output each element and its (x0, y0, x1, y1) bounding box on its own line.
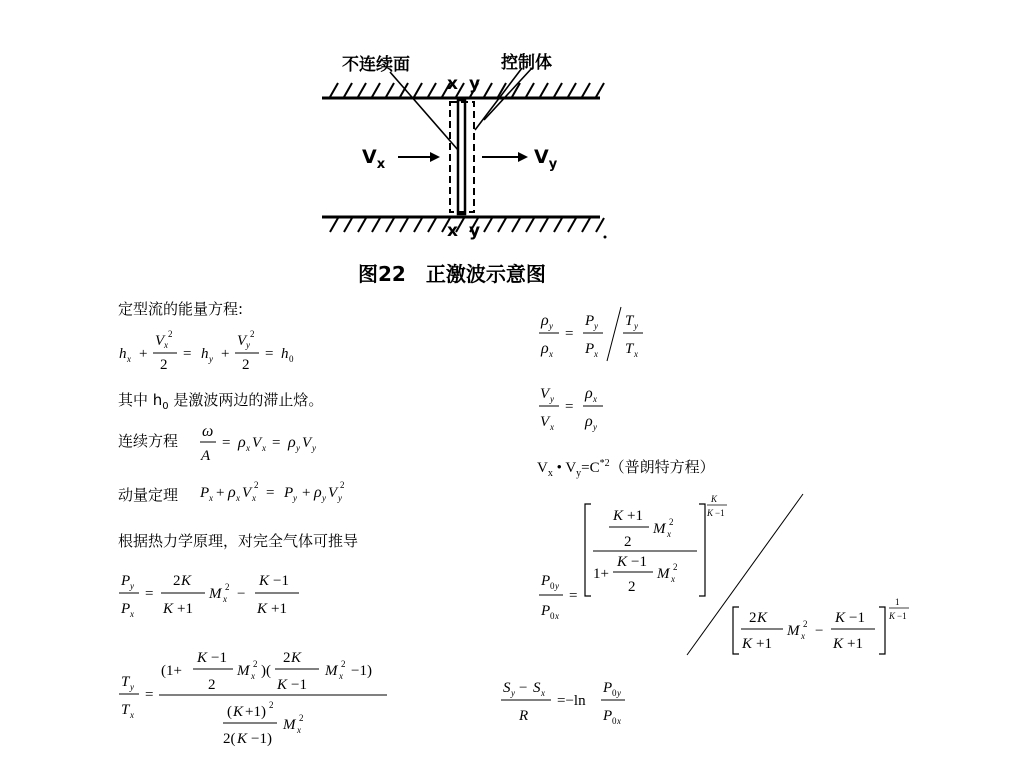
hatch-mark (568, 83, 576, 97)
svg-text:2: 2 (628, 579, 636, 595)
svg-text:−1: −1 (631, 554, 647, 570)
svg-text:x: x (801, 631, 805, 641)
svg-text:0: 0 (289, 354, 294, 364)
continuity-equation (196, 418, 346, 468)
svg-text:2: 2 (160, 357, 168, 373)
svg-text:K: K (259, 573, 270, 589)
svg-text:2: 2 (250, 329, 255, 339)
svg-text:K: K (613, 508, 624, 524)
svg-text:K: K (291, 650, 302, 666)
svg-text:P: P (200, 485, 210, 501)
svg-text:2: 2 (299, 713, 304, 723)
svg-text:x: x (555, 611, 559, 621)
svg-text:K: K (617, 554, 628, 570)
svg-text:h: h (201, 346, 209, 362)
hatch-mark (372, 218, 380, 232)
svg-text:M: M (657, 566, 670, 582)
svg-text:0: 0 (550, 581, 555, 591)
svg-text:P: P (585, 341, 595, 357)
svg-text:y: y (296, 443, 300, 453)
top-wall-hatching (330, 83, 604, 97)
svg-text:P: P (603, 708, 613, 724)
svg-text:ρ: ρ (541, 340, 549, 357)
velocity-ratio-equation (535, 378, 625, 438)
svg-text:x: x (671, 574, 675, 584)
svg-text:+1: +1 (847, 636, 863, 652)
svg-text:T: T (121, 702, 130, 718)
svg-text:P: P (585, 313, 595, 329)
svg-text:−1): −1) (351, 663, 372, 679)
svg-text:K: K (237, 731, 248, 747)
svg-text:−: − (815, 623, 824, 639)
velocity-x-label: $V_x$ (362, 146, 386, 172)
svg-text:2: 2 (624, 534, 632, 550)
svg-text:−1: −1 (291, 677, 307, 693)
svg-text:−1: −1 (273, 573, 289, 589)
svg-text:−1: −1 (897, 611, 907, 621)
svg-text:1: 1 (895, 597, 900, 607)
svg-text:K: K (757, 610, 768, 626)
svg-text:x: x (262, 443, 266, 453)
svg-text:=−ln: =−ln (557, 693, 586, 709)
entropy-change-equation (497, 672, 657, 732)
svg-text:ρ: ρ (238, 434, 246, 451)
svg-text:x: x (223, 594, 227, 604)
svg-text:x: x (593, 394, 597, 404)
hatch-mark (512, 218, 520, 232)
svg-text:+: + (216, 485, 225, 501)
svg-text:x: x (236, 493, 240, 503)
svg-text:V: V (155, 333, 165, 349)
svg-text:2: 2 (225, 582, 230, 592)
svg-text:=: = (145, 586, 154, 602)
svg-text:y: y (617, 688, 621, 698)
svg-text:V: V (540, 414, 550, 430)
svg-text:y: y (549, 321, 553, 331)
svg-text:2: 2 (803, 619, 808, 629)
hatch-mark (400, 218, 408, 232)
svg-text:M: M (237, 663, 250, 679)
hatch-mark (428, 218, 436, 232)
svg-text:−1: −1 (715, 508, 725, 518)
svg-text:y: y (209, 354, 213, 364)
svg-text:1+: 1+ (593, 566, 609, 582)
density-ratio-equation (535, 303, 655, 365)
hatch-mark (386, 218, 394, 232)
svg-text:V: V (237, 333, 247, 349)
svg-text:ρ: ρ (585, 413, 593, 430)
svg-text:K: K (835, 610, 846, 626)
hatch-mark (582, 218, 590, 232)
hatch-mark (330, 218, 338, 232)
pressure-ratio-equation (115, 565, 315, 625)
svg-text:ρ: ρ (314, 484, 322, 501)
svg-text:y: y (550, 394, 554, 404)
svg-text:S: S (503, 680, 511, 696)
svg-text:y: y (130, 682, 134, 692)
svg-text:x: x (130, 710, 134, 720)
svg-text:=: = (266, 485, 275, 501)
dot-mark (604, 236, 607, 239)
svg-text:V: V (252, 435, 262, 451)
hatch-mark (414, 83, 422, 97)
svg-text:+: + (221, 346, 230, 362)
svg-text:M: M (283, 717, 296, 733)
svg-text:M: M (209, 586, 222, 602)
svg-text:V: V (328, 485, 338, 501)
svg-text:=: = (145, 687, 154, 703)
svg-text:+1: +1 (177, 601, 193, 617)
svg-text:=: = (183, 346, 192, 362)
stagnation-enthalpy-note: 其中 $h_0$ 是激波两边的滞止焓。 (118, 391, 324, 412)
velocity-y-label: $V_y$ (534, 146, 558, 172)
section-y-top-label: y (469, 74, 481, 94)
svg-text:+: + (302, 485, 311, 501)
svg-text:M: M (653, 521, 666, 537)
svg-text:2: 2 (254, 480, 259, 490)
svg-text:2: 2 (242, 357, 250, 373)
svg-text:=: = (565, 399, 574, 415)
svg-text:)(: )( (261, 663, 271, 679)
hatch-mark (428, 83, 436, 97)
svg-text:R: R (519, 708, 529, 724)
svg-text:K: K (711, 494, 718, 504)
svg-text:2: 2 (669, 517, 674, 527)
energy-equation (115, 325, 315, 373)
svg-text:ρ: ρ (288, 434, 296, 451)
outgoing-arrowhead (518, 152, 528, 162)
svg-text:V: V (242, 485, 252, 501)
hatch-mark (596, 218, 604, 232)
svg-text:+: + (139, 346, 148, 362)
svg-text:=: = (565, 326, 574, 342)
hatch-mark (540, 218, 548, 232)
svg-text:T: T (121, 674, 130, 690)
svg-text:y: y (594, 321, 598, 331)
hatch-mark (330, 83, 338, 97)
svg-text:−: − (237, 586, 246, 602)
svg-text:−1): −1) (251, 731, 272, 747)
svg-text:K: K (233, 704, 244, 720)
svg-text:K: K (163, 601, 174, 617)
figure-caption: 图22 正激波示意图 (358, 262, 546, 286)
svg-text:y: y (246, 340, 250, 350)
svg-text:x: x (550, 422, 554, 432)
svg-text:x: x (617, 716, 621, 726)
hatch-mark (344, 218, 352, 232)
svg-text:2: 2 (253, 659, 258, 669)
svg-text:2(: 2( (223, 731, 236, 747)
svg-text:2: 2 (208, 677, 216, 693)
svg-text:+1): +1) (245, 704, 266, 720)
svg-text:x: x (297, 725, 301, 735)
hatch-mark (568, 218, 576, 232)
svg-text:=: = (222, 435, 231, 451)
svg-text:ρ: ρ (585, 385, 593, 402)
svg-text:y: y (293, 493, 297, 503)
svg-text:P: P (541, 573, 551, 589)
svg-text:2: 2 (340, 480, 345, 490)
hatch-mark (582, 83, 590, 97)
temperature-ratio-equation (115, 645, 405, 750)
svg-text:x: x (339, 671, 343, 681)
svg-text:0: 0 (612, 688, 617, 698)
svg-text:A: A (201, 448, 211, 464)
section-x-top-label: x (447, 74, 458, 94)
hatch-mark (358, 83, 366, 97)
svg-text:P: P (121, 573, 131, 589)
hatch-mark (414, 218, 422, 232)
svg-text:y: y (593, 422, 597, 432)
svg-text:K: K (197, 650, 208, 666)
continuity-label: 连续方程 (118, 432, 179, 450)
svg-text:h: h (119, 346, 127, 362)
bottom-wall-hatching (330, 218, 604, 232)
section-y-bottom-label: y (469, 221, 481, 241)
svg-text:(: ( (227, 704, 232, 720)
svg-text:M: M (787, 623, 800, 639)
svg-text:T: T (625, 313, 634, 329)
svg-text:−: − (519, 680, 528, 696)
svg-text:x: x (541, 688, 545, 698)
momentum-label: 动量定理 (118, 486, 179, 504)
svg-text:y: y (555, 581, 559, 591)
svg-text:K: K (742, 636, 753, 652)
svg-text:x: x (209, 493, 213, 503)
svg-text:K: K (833, 636, 844, 652)
hatch-mark (484, 218, 492, 232)
svg-text:2: 2 (673, 562, 678, 572)
svg-text:(1+: (1+ (161, 663, 182, 679)
svg-text:x: x (667, 529, 671, 539)
svg-text:ω: ω (202, 423, 214, 440)
svg-text:2: 2 (749, 610, 757, 626)
svg-text:M: M (325, 663, 338, 679)
hatch-mark (526, 83, 534, 97)
svg-text:K: K (277, 677, 288, 693)
svg-text:ρ: ρ (228, 484, 236, 501)
svg-text:x: x (252, 493, 256, 503)
discontinuity-surface (458, 100, 465, 214)
svg-text:2: 2 (173, 573, 181, 589)
svg-text:−1: −1 (211, 650, 227, 666)
svg-text:V: V (540, 386, 550, 402)
thermo-derivation-note: 根据热力学原理，对完全气体可推导 (118, 532, 359, 550)
svg-text:y: y (322, 493, 326, 503)
hatch-mark (386, 83, 394, 97)
svg-text:K: K (257, 601, 268, 617)
svg-text:P: P (121, 601, 131, 617)
svg-text:K: K (889, 611, 896, 621)
svg-text:x: x (164, 340, 168, 350)
svg-text:0: 0 (550, 611, 555, 621)
stagnation-pressure-ratio-equation (535, 490, 925, 660)
svg-text:+1: +1 (271, 601, 287, 617)
incoming-arrowhead (430, 152, 440, 162)
svg-text:+1: +1 (756, 636, 772, 652)
svg-text:x: x (634, 349, 638, 359)
svg-text:K: K (181, 573, 192, 589)
discontinuity-label: 不连续面 (342, 55, 410, 75)
svg-text:=: = (569, 588, 578, 604)
svg-text:=: = (272, 435, 281, 451)
svg-text:+1: +1 (627, 508, 643, 524)
hatch-mark (498, 218, 506, 232)
hatch-mark (358, 218, 366, 232)
hatch-mark (344, 83, 352, 97)
svg-text:P: P (284, 485, 294, 501)
section-x-bottom-label: x (447, 221, 458, 241)
svg-text:y: y (511, 688, 515, 698)
svg-text:h: h (281, 346, 289, 362)
hatch-mark (554, 83, 562, 97)
hatch-mark (540, 83, 548, 97)
svg-text:2: 2 (341, 659, 346, 669)
svg-text:y: y (312, 443, 316, 453)
svg-text:x: x (251, 671, 255, 681)
svg-text:ρ: ρ (541, 312, 549, 329)
hatch-mark (554, 218, 562, 232)
svg-text:y: y (130, 581, 134, 591)
control-leader-2 (484, 68, 532, 120)
svg-text:=: = (265, 346, 274, 362)
hatch-mark (372, 83, 380, 97)
hatch-mark (526, 218, 534, 232)
svg-text:x: x (246, 443, 250, 453)
svg-text:P: P (541, 603, 551, 619)
momentum-equation (196, 475, 376, 507)
prandtl-equation: $V_x$ • $V_y=C^{*2}$（普朗特方程） (537, 458, 715, 479)
svg-text:2: 2 (283, 650, 291, 666)
svg-text:K: K (707, 508, 714, 518)
svg-text:x: x (130, 609, 134, 619)
svg-text:T: T (625, 341, 634, 357)
svg-text:2: 2 (168, 329, 173, 339)
svg-text:V: V (302, 435, 312, 451)
svg-text:2: 2 (269, 700, 274, 710)
svg-text:x: x (594, 349, 598, 359)
svg-text:0: 0 (612, 716, 617, 726)
control-volume-label: 控制体 (501, 53, 552, 73)
hatch-mark (596, 83, 604, 97)
svg-text:x: x (127, 354, 131, 364)
svg-text:S: S (533, 680, 541, 696)
energy-equation-title: 定型流的能量方程: (118, 300, 244, 318)
svg-text:y: y (338, 493, 342, 503)
svg-text:−1: −1 (849, 610, 865, 626)
svg-text:y: y (634, 321, 638, 331)
svg-text:x: x (549, 349, 553, 359)
hatch-mark (484, 83, 492, 97)
svg-text:P: P (603, 680, 613, 696)
